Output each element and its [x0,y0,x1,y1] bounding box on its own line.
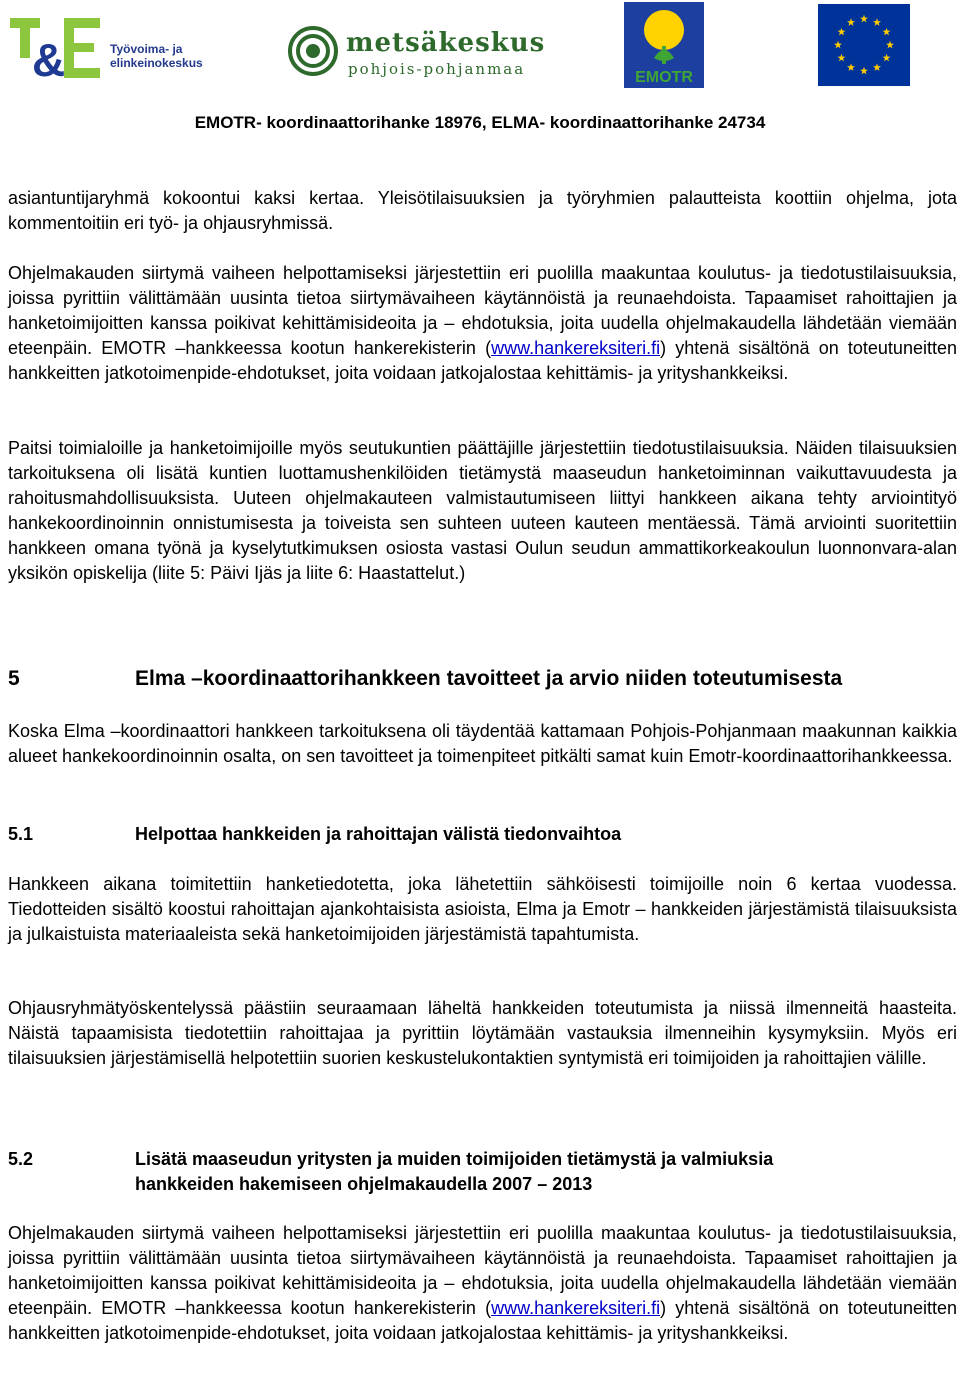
paragraph-3: Paitsi toimialoille ja hanketoimijoille myös seutukuntien päättäjille järjestettiin tiedotustilaisuuksia. Näiden tilaisuuksien tarkoituksena oli lisätä kuntien luottamushenkilöiden tietämystä maaseudun hanketoiminnan vaikuttavuudesta ja rahoitusmahdollisuuksista. Uuteen ohjelmakauteen valmistautumiseen liittyi hankkeen aikana tehty arviointityö hankekoordinoinnin onnistumisesta ja toiveista sen suhteen uuteen kauteen mentäessä. Tämä arviointi suoritettiin hankkeen omana työnä ja kyselytutkimuksen osiosta vastasi Oulun seudun ammattikorkeakoulun luonnonvara-alan yksikön opiskelija (liite 5: Päivi Ijäs ja liite 6: Haastattelut.) [8,438,957,583]
metsakeskus-subtitle: pohjois-pohjanmaa [348,60,526,78]
paragraph-6: Ohjausryhmätyöskentelyssä päästiin seuraamaan läheltä hankkeiden toteutumista ja niissä ilmenneitä haasteita. Näistä tapaamisista tiedotettiin rahoittajaa ja pyrittiin löytämään vastauksia ilmenneihin kysymyksiin. Myös eri tilaisuuksien järjestämisellä helpotettiin suorien keskustelukontaktien syntymistä eri toimijoiden ja rahoittajien välille. [8,998,957,1068]
section-5-number: 5 [8,667,20,690]
te-logo-mark [8,14,104,82]
paragraph-7-text-a: Ohjelmakauden siirtymä vaiheen helpottamiseksi järjestettiin eri puolilla maakuntaa koulutus- ja tiedotustilaisuuksia, joissa pyrittiin välittämään uusinta tietoa siirtymävaiheen käytännöistä ja reunaehdoista. Tapaamiset rahoittajien ja hanketoimijoitten kanssa poikivat kehittämisideoita ja – ehdotuksia, joita uudella ohjelmakaudella lähdetään viemään eteenpäin. EMOTR –hankkeessa kootun hankerekisterin ( [8,1223,957,1318]
section-5-title: Elma –koordinaattorihankkeen tavoitteet ja arvio niiden toteutumisesta [135,667,843,690]
section-5-2-title-line1: Lisätä maaseudun yritysten ja muiden toimijoiden tietämystä ja valmiuksia [135,1149,774,1169]
section-5-1-number: 5.1 [8,824,34,844]
metsakeskus-title: metsäkeskus [346,28,546,58]
paragraph-7 [8,1221,957,1346]
emotr-logo [624,2,704,88]
te-logo-text [110,42,203,70]
paragraph-2-text-a: Ohjelmakauden siirtymä vaiheen helpottamiseksi järjestettiin eri puolilla maakuntaa koulutus- ja tiedotustilaisuuksia, joissa pyrittiin välittämään uusinta tietoa siirtymävaiheen käytännöistä ja reunaehdoista. Tapaamiset rahoittajien ja hanketoimijoitten kanssa poikivat kehittämisideoita ja – ehdotuksia, joita uudella ohjelmakaudella lähdetään viemään eteenpäin. EMOTR –hankkeessa kootun hankerekisterin ( [8,263,957,358]
paragraph-5: Hankkeen aikana toimitettiin hanketiedotetta, joka lähetettiin sähköisesti toimijoille noin 6 kertaa vuodessa. Tiedotteiden sisältö koostui rahoittajan ajankohtaisista asioista, Elma ja Emotr – hankkeiden järjestämistä tilaisuuksista ja julkaistuista materiaaleista sekä hanketoimijoiden järjestämistä tapahtumista. [8,874,957,944]
section-5-2-title-line2: hankkeiden hakemiseen ohjelmakaudella 2007 – 2013 [135,1174,593,1194]
svg-text:&: & [32,34,66,82]
section-5-heading [8,666,957,692]
section-5-1-title: Helpottaa hankkeiden ja rahoittajan välistä tiedonvaihtoa [135,824,622,844]
paragraph-2-text-b: ) yhtenä sisältönä on toteutuneitten hankkeitten jatkotoimenpide-ehdotukset, joita voidaan jatkojalostaa kehittämis- ja yrityshankkeiksi. [8,338,957,383]
metsakeskus-logo [288,22,546,82]
emotr-label: EMOTR [635,69,693,86]
paragraph-2 [8,261,957,386]
section-5-2-heading [8,1147,957,1197]
paragraph-4: Koska Elma –koordinaattori hankkeen tarkoituksena oli täydentää kattamaan Pohjois-Pohjanmaan maakunnan kaikkia alueet hankekoordinoinnin osalta, on sen tavoitteet ja toimenpiteet pitkälti samat kuin Emotr-koordinaattorihankkeessa. [8,721,957,766]
hankerekisteri-link-2[interactable]: www.hankereksiteri.fi [491,1298,661,1318]
hankerekisteri-link[interactable]: www.hankereksiteri.fi [491,338,661,358]
logo-bar [0,0,960,100]
metsakeskus-emblem-icon [288,26,338,76]
te-logo-line2: elinkeinokeskus [110,56,203,70]
eu-flag-icon [818,4,910,86]
paragraph-1: asiantuntijaryhmä kokoontui kaksi kertaa. Yleisötilaisuuksien ja työryhmien palautteista koottiin ohjelma, jota kommentoitiin eri työ- ja ohjausryhmissä. [8,188,957,233]
paragraph-7-text-b: ) yhtenä sisältönä on toteutuneitten hankkeitten jatkotoimenpide-ehdotukset, joita voidaan jatkojalostaa kehittämis- ja yrityshankkeiksi. [8,1298,957,1343]
te-logo-line1: Työvoima- ja [110,42,183,56]
section-5-1-heading [8,822,957,848]
section-5-2-number: 5.2 [8,1149,34,1169]
te-keskus-logo [8,14,203,84]
document-header: EMOTR- koordinaattorihanke 18976, ELMA- koordinaattorihanke 24734 [194,113,766,132]
